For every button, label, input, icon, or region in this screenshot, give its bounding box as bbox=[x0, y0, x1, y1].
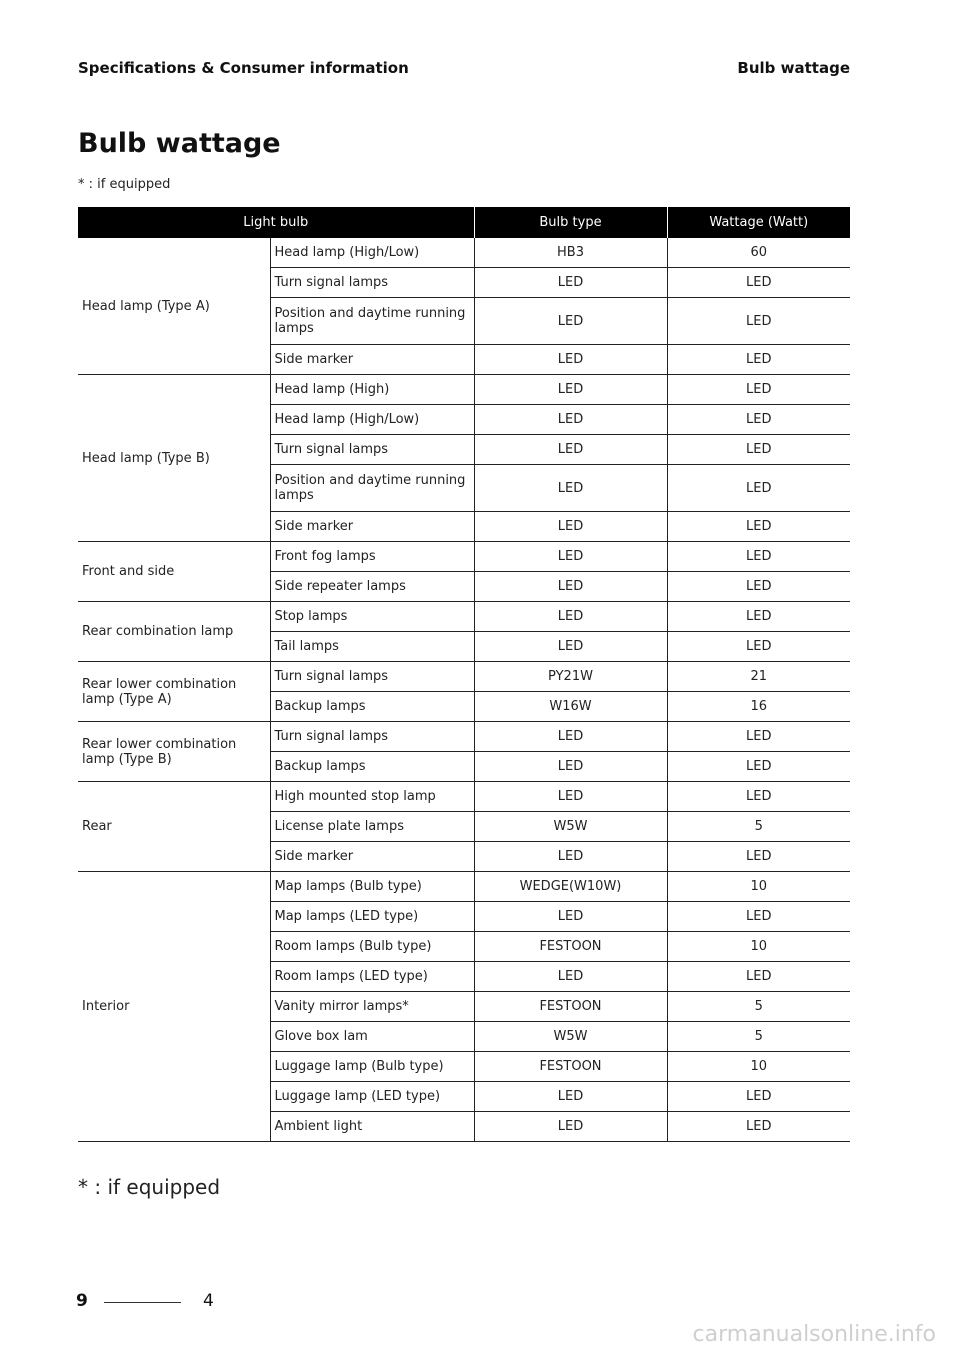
wattage-cell: LED bbox=[667, 435, 850, 465]
table-header-row bbox=[78, 207, 850, 238]
wattage-cell: 5 bbox=[667, 992, 850, 1022]
bulb-type-cell: LED bbox=[474, 268, 667, 298]
wattage-cell: 10 bbox=[667, 872, 850, 902]
bulb-type-cell: FESTOON bbox=[474, 932, 667, 962]
light-cell: Head lamp (High/Low) bbox=[270, 238, 474, 268]
light-cell: Map lamps (LED type) bbox=[270, 902, 474, 932]
light-cell: Side marker bbox=[270, 842, 474, 872]
table-row bbox=[78, 375, 850, 405]
bulb-type-cell: WEDGE(W10W) bbox=[474, 872, 667, 902]
bulb-type-cell: LED bbox=[474, 512, 667, 542]
group-label: Rear combination lamp bbox=[78, 602, 270, 662]
bulb-type-cell: LED bbox=[474, 375, 667, 405]
light-cell: Glove box lam bbox=[270, 1022, 474, 1052]
light-cell: Vanity mirror lamps* bbox=[270, 992, 474, 1022]
bulb-type-cell: LED bbox=[474, 465, 667, 512]
bulb-type-cell: W5W bbox=[474, 1022, 667, 1052]
bulb-type-cell: LED bbox=[474, 572, 667, 602]
wattage-cell: LED bbox=[667, 512, 850, 542]
light-cell: Head lamp (High) bbox=[270, 375, 474, 405]
group-label: Rear bbox=[78, 782, 270, 872]
wattage-cell: LED bbox=[667, 632, 850, 662]
wattage-cell: 60 bbox=[667, 238, 850, 268]
group-label: Rear lower combination lamp (Type B) bbox=[78, 722, 270, 782]
light-cell: Front fog lamps bbox=[270, 542, 474, 572]
wattage-cell: 10 bbox=[667, 1052, 850, 1082]
light-cell: Stop lamps bbox=[270, 602, 474, 632]
bulb-type-cell: LED bbox=[474, 752, 667, 782]
wattage-cell: 5 bbox=[667, 1022, 850, 1052]
light-cell: Backup lamps bbox=[270, 752, 474, 782]
light-cell: License plate lamps bbox=[270, 812, 474, 842]
bulb-type-cell: LED bbox=[474, 1112, 667, 1142]
bulb-type-cell: FESTOON bbox=[474, 1052, 667, 1082]
running-header-section: Specifications & Consumer information bbox=[78, 59, 409, 77]
bulb-type-cell: LED bbox=[474, 602, 667, 632]
group-label: Interior bbox=[78, 872, 270, 1142]
light-cell: Luggage lamp (Bulb type) bbox=[270, 1052, 474, 1082]
light-cell: Backup lamps bbox=[270, 692, 474, 722]
bulb-type-cell: LED bbox=[474, 632, 667, 662]
light-cell: Room lamps (LED type) bbox=[270, 962, 474, 992]
column-header-bulb-type: Bulb type bbox=[474, 207, 667, 238]
light-cell: Ambient light bbox=[270, 1112, 474, 1142]
table-row bbox=[78, 872, 850, 902]
table-row bbox=[78, 662, 850, 692]
wattage-cell: LED bbox=[667, 542, 850, 572]
bulb-type-cell: LED bbox=[474, 1082, 667, 1112]
equipped-note-bottom: * : if equipped bbox=[78, 1175, 221, 1199]
wattage-cell: LED bbox=[667, 722, 850, 752]
wattage-cell: 10 bbox=[667, 932, 850, 962]
wattage-cell: LED bbox=[667, 1112, 850, 1142]
light-cell: Turn signal lamps bbox=[270, 435, 474, 465]
wattage-cell: 5 bbox=[667, 812, 850, 842]
bulb-type-cell: HB3 bbox=[474, 238, 667, 268]
bulb-type-cell: LED bbox=[474, 298, 667, 345]
table-row bbox=[78, 542, 850, 572]
bulb-type-cell: LED bbox=[474, 962, 667, 992]
wattage-cell: LED bbox=[667, 1082, 850, 1112]
table-body bbox=[78, 238, 850, 1142]
bulb-type-cell: LED bbox=[474, 405, 667, 435]
light-cell: Position and daytime running lamps bbox=[270, 298, 474, 345]
light-cell: Luggage lamp (LED type) bbox=[270, 1082, 474, 1112]
light-cell: Map lamps (Bulb type) bbox=[270, 872, 474, 902]
wattage-cell: LED bbox=[667, 405, 850, 435]
wattage-cell: 16 bbox=[667, 692, 850, 722]
wattage-cell: LED bbox=[667, 962, 850, 992]
wattage-cell: LED bbox=[667, 842, 850, 872]
bulb-type-cell: LED bbox=[474, 842, 667, 872]
footer-divider bbox=[104, 1302, 181, 1303]
light-cell: High mounted stop lamp bbox=[270, 782, 474, 812]
table-row bbox=[78, 602, 850, 632]
bulb-type-cell: LED bbox=[474, 722, 667, 752]
bulb-type-cell: LED bbox=[474, 435, 667, 465]
bulb-type-cell: W5W bbox=[474, 812, 667, 842]
group-label: Front and side bbox=[78, 542, 270, 602]
wattage-cell: 21 bbox=[667, 662, 850, 692]
wattage-cell: LED bbox=[667, 268, 850, 298]
wattage-cell: LED bbox=[667, 345, 850, 375]
table-row bbox=[78, 782, 850, 812]
bulb-type-cell: LED bbox=[474, 345, 667, 375]
wattage-cell: LED bbox=[667, 782, 850, 812]
bulb-type-cell: W16W bbox=[474, 692, 667, 722]
light-cell: Head lamp (High/Low) bbox=[270, 405, 474, 435]
wattage-cell: LED bbox=[667, 375, 850, 405]
group-label: Head lamp (Type B) bbox=[78, 375, 270, 542]
wattage-cell: LED bbox=[667, 298, 850, 345]
bulb-type-cell: LED bbox=[474, 542, 667, 572]
light-cell: Tail lamps bbox=[270, 632, 474, 662]
wattage-cell: LED bbox=[667, 752, 850, 782]
light-cell: Side repeater lamps bbox=[270, 572, 474, 602]
light-cell: Side marker bbox=[270, 512, 474, 542]
bulb-type-cell: PY21W bbox=[474, 662, 667, 692]
table-row bbox=[78, 722, 850, 752]
group-label: Head lamp (Type A) bbox=[78, 238, 270, 375]
page-title: Bulb wattage bbox=[78, 128, 281, 159]
bulb-type-cell: FESTOON bbox=[474, 992, 667, 1022]
bulb-type-cell: LED bbox=[474, 902, 667, 932]
light-cell: Position and daytime running lamps bbox=[270, 465, 474, 512]
group-label: Rear lower combination lamp (Type A) bbox=[78, 662, 270, 722]
table-row bbox=[78, 238, 850, 268]
wattage-cell: LED bbox=[667, 572, 850, 602]
light-cell: Turn signal lamps bbox=[270, 722, 474, 752]
equipped-note-top: * : if equipped bbox=[78, 177, 171, 192]
column-header-light-bulb: Light bulb bbox=[78, 207, 474, 238]
watermark: carmanualsonline.info bbox=[692, 1322, 936, 1347]
running-header-topic: Bulb wattage bbox=[737, 59, 850, 77]
wattage-cell: LED bbox=[667, 602, 850, 632]
wattage-cell: LED bbox=[667, 902, 850, 932]
light-cell: Turn signal lamps bbox=[270, 662, 474, 692]
bulb-type-cell: LED bbox=[474, 782, 667, 812]
light-cell: Room lamps (Bulb type) bbox=[270, 932, 474, 962]
wattage-cell: LED bbox=[667, 465, 850, 512]
light-cell: Turn signal lamps bbox=[270, 268, 474, 298]
bulb-wattage-table bbox=[78, 207, 850, 1142]
column-header-wattage: Wattage (Watt) bbox=[667, 207, 850, 238]
light-cell: Side marker bbox=[270, 345, 474, 375]
chapter-number: 9 bbox=[76, 1291, 88, 1311]
page-number: 4 bbox=[203, 1291, 214, 1311]
